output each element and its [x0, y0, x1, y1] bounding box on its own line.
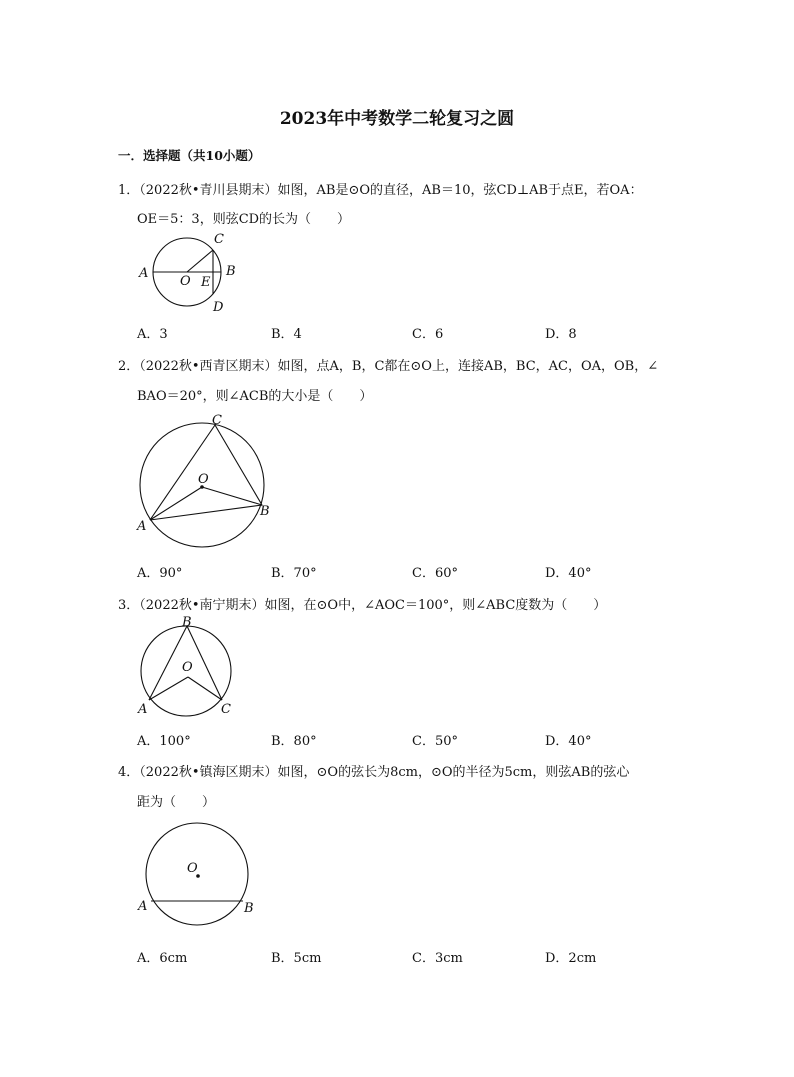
q3-choice-b[interactable]: B．80° — [271, 734, 317, 749]
q2-choice-c[interactable]: C．60° — [412, 566, 458, 581]
q1-label-e: E — [201, 275, 211, 290]
q1-line-2: OE＝5：3，则弦CD的长为（ ） — [137, 212, 351, 227]
q4-choice-a[interactable]: A．6cm — [137, 951, 188, 966]
q1-line-1: 1．（2022秋•青川县期末）如图，AB是⊙O的直径，AB＝10，弦CD⊥AB于点E，若OA： — [118, 183, 643, 198]
page-title: 2023年中考数学二轮复习之圆 — [279, 109, 515, 129]
q3-figure — [134, 611, 244, 721]
q3-choice-c[interactable]: C．50° — [412, 734, 458, 749]
q1-choice-c[interactable]: C．6 — [412, 327, 444, 342]
q1-choice-a[interactable]: A．3 — [137, 327, 168, 342]
q2-choice-d[interactable]: D．40° — [545, 566, 592, 581]
q2-figure — [134, 410, 279, 555]
q3-label-c: C — [221, 702, 231, 717]
q1-label-b: B — [226, 264, 236, 279]
q4-choice-d[interactable]: D．2cm — [545, 951, 597, 966]
q4-choices — [137, 947, 697, 965]
q2-line-2: BAO＝20°，则∠ACB的大小是（ ） — [137, 389, 373, 404]
q3-choice-d[interactable]: D．40° — [545, 734, 592, 749]
section-heading: 一．选择题（共10小题） — [118, 148, 261, 163]
q4-line-1: 4．（2022秋•镇海区期末）如图，⊙O的弦长为8cm，⊙O的半径为5cm，则弦AB的弦心 — [118, 765, 630, 780]
q2-segment-ao — [150, 487, 202, 520]
q2-label-a: A — [137, 519, 147, 534]
q4-figure — [134, 818, 264, 928]
q3-choices — [137, 730, 697, 748]
q4-label-b: B — [244, 901, 254, 916]
q1-label-o: O — [180, 274, 191, 289]
q1-figure — [134, 229, 244, 319]
q1-choices — [137, 323, 697, 341]
q1-label-a: A — [139, 266, 149, 281]
q3-choice-a[interactable]: A．100° — [137, 734, 191, 749]
q3-line-1: 3．（2022秋•南宁期末）如图，在⊙O中，∠AOC＝100°，则∠ABC度数为（ ） — [118, 598, 607, 613]
q2-line-1: 2．（2022秋•西青区期末）如图，点A，B，C都在⊙O上，连接AB，BC，AC，OA，OB，∠ — [118, 359, 659, 374]
q1-label-d: D — [213, 300, 224, 315]
q3-label-b: B — [182, 615, 192, 630]
q2-label-o: O — [198, 472, 209, 487]
q1-segment-oc — [187, 250, 213, 272]
q2-label-c: C — [212, 413, 222, 428]
q1-choice-b[interactable]: B．4 — [271, 327, 302, 342]
q2-choice-a[interactable]: A．90° — [137, 566, 183, 581]
q2-choice-b[interactable]: B．70° — [271, 566, 317, 581]
q4-line-2: 距为（ ） — [137, 795, 216, 810]
q2-segment-ab — [150, 505, 262, 520]
q4-label-o: O — [187, 861, 198, 876]
q2-label-b: B — [260, 504, 270, 519]
q1-choice-d[interactable]: D．8 — [545, 327, 577, 342]
q2-choices — [137, 562, 697, 580]
q3-label-a: A — [138, 702, 148, 717]
q4-choice-c[interactable]: C．3cm — [412, 951, 463, 966]
q3-label-o: O — [182, 660, 193, 675]
q1-label-c: C — [214, 232, 224, 247]
q4-label-a: A — [138, 899, 148, 914]
q4-choice-b[interactable]: B．5cm — [271, 951, 322, 966]
